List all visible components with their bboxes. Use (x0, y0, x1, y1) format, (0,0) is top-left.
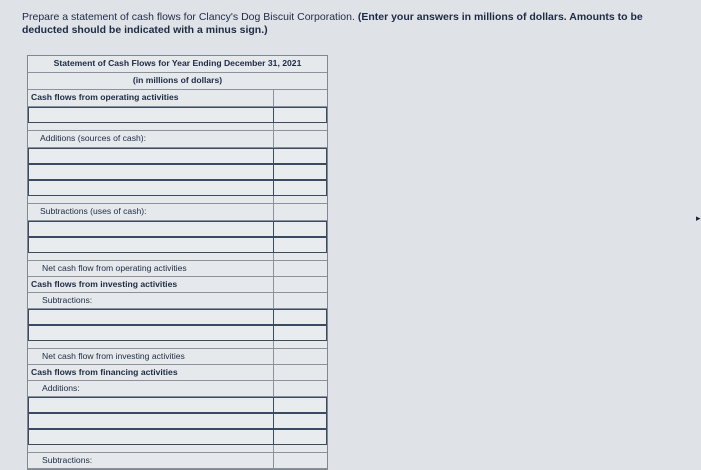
table-row (28, 180, 327, 196)
additions-label: Additions (sources of cash): (28, 131, 274, 147)
financing-subtractions-label: Subtractions: (28, 453, 274, 468)
financing-header-row (28, 365, 327, 381)
financing-amount-input-3[interactable] (274, 429, 327, 444)
spacer-row (28, 196, 327, 204)
investing-label-input-2[interactable] (28, 325, 274, 340)
subtraction-amount-input-1[interactable] (274, 221, 327, 236)
table-row (28, 148, 327, 164)
caret-right-icon: ▸ (696, 213, 701, 223)
net-operating-label: Net cash flow from operating activities (28, 261, 274, 276)
addition-label-input-3[interactable] (28, 180, 274, 195)
table-row (28, 107, 327, 123)
instructions (22, 11, 682, 37)
operating-amount-input[interactable] (274, 107, 327, 122)
addition-amount-input-1[interactable] (274, 148, 327, 163)
cash-flow-statement-table (27, 55, 328, 470)
spacer-row (28, 123, 327, 131)
financing-additions-label: Additions: (28, 381, 274, 396)
investing-subtractions-label: Subtractions: (28, 293, 274, 308)
table-row (28, 397, 327, 413)
investing-header: Cash flows from investing activities (28, 277, 274, 292)
operating-header: Cash flows from operating activities (28, 90, 274, 106)
investing-subtractions-row (28, 293, 327, 309)
investing-amount-input-2[interactable] (274, 325, 327, 340)
table-row (28, 164, 327, 180)
financing-label-input-2[interactable] (28, 413, 274, 428)
addition-label-input-2[interactable] (28, 164, 274, 179)
addition-label-input-1[interactable] (28, 148, 274, 163)
table-row (28, 237, 327, 253)
table-row (28, 413, 327, 429)
addition-amount-input-2[interactable] (274, 164, 327, 179)
investing-amount-input-1[interactable] (274, 309, 327, 324)
financing-subtractions-row (28, 453, 327, 469)
statement-title: Statement of Cash Flows for Year Ending December 31, 2021 (28, 56, 327, 73)
additions-row (28, 131, 327, 148)
operating-header-row (28, 90, 327, 107)
addition-amount-input-3[interactable] (274, 180, 327, 195)
financing-amount-input-2[interactable] (274, 413, 327, 428)
statement-subtitle: (in millions of dollars) (28, 73, 327, 90)
investing-label-input-1[interactable] (28, 309, 274, 324)
net-investing-label: Net cash flow from investing activities (28, 349, 274, 364)
subtractions-row (28, 204, 327, 221)
spacer-row (28, 445, 327, 453)
table-row (28, 309, 327, 325)
spacer-row (28, 253, 327, 261)
spacer-row (28, 341, 327, 349)
financing-label-input-1[interactable] (28, 397, 274, 412)
subtractions-uses-label: Subtractions (uses of cash): (28, 204, 274, 220)
table-row (28, 325, 327, 341)
table-row (28, 221, 327, 237)
financing-additions-row (28, 381, 327, 397)
table-row (28, 429, 327, 445)
subtraction-label-input-1[interactable] (28, 221, 274, 236)
subtraction-amount-input-2[interactable] (274, 237, 327, 252)
financing-header: Cash flows from financing activities (28, 365, 274, 380)
financing-label-input-3[interactable] (28, 429, 274, 444)
net-investing-row (28, 349, 327, 365)
net-operating-row (28, 261, 327, 277)
instructions-bold-text: (Enter your answers in millions of dollars. Amounts to be deducted should be indicated with a minus sign.) (22, 11, 643, 36)
financing-amount-input-1[interactable] (274, 397, 327, 412)
subtraction-label-input-2[interactable] (28, 237, 274, 252)
instructions-text: Prepare a statement of cash flows for Clancy's Dog Biscuit Corporation. (22, 11, 358, 23)
investing-header-row (28, 277, 327, 293)
operating-label-input[interactable] (28, 107, 274, 122)
